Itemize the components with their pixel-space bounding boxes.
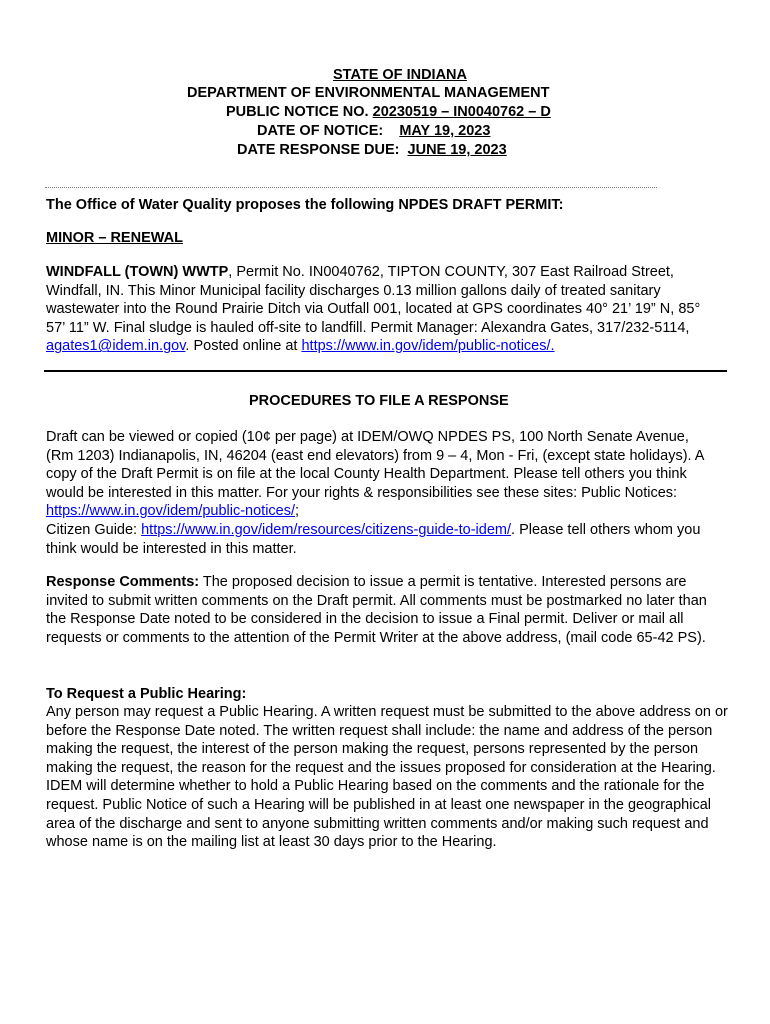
thin-divider xyxy=(45,187,657,188)
response-due-value: JUNE 19, 2023 xyxy=(407,142,507,158)
citizen-guide-link[interactable]: https://www.in.gov/idem/resources/citizens-guide-to-idem/ xyxy=(141,521,512,538)
response-comments-text: The proposed decision to issue a permit is tentative. Interested persons are invited to submit written comments on the Draft permit. All comments must be postmarked no later than the Response Date noted to be considered in the decision to issue a Final permit. Deliver or mail all requests or comments to the attention of the Permit Writer at the above address, (mail code 65-42 PS). xyxy=(46,574,707,646)
facility-name: WINDFALL (TOWN) WWTP xyxy=(46,264,229,280)
notice-number-label: PUBLIC NOTICE NO. xyxy=(226,104,373,120)
hearing-heading: To Request a Public Hearing: xyxy=(46,686,247,702)
citizen-guide-label: Citizen Guide: xyxy=(46,521,142,538)
response-comments-paragraph xyxy=(46,573,724,647)
response-comments-label: Response Comments: xyxy=(46,574,200,590)
header-date-of-notice xyxy=(257,122,490,140)
public-notices-link[interactable]: https://www.in.gov/idem/public-notices/ xyxy=(46,503,296,520)
intro-text: The Office of Water Quality proposes the following NPDES DRAFT PERMIT: xyxy=(46,197,564,213)
procedures-heading: PROCEDURES TO FILE A RESPONSE xyxy=(249,393,509,409)
header-department: DEPARTMENT OF ENVIRONMENTAL MANAGEMENT xyxy=(187,85,550,101)
header-notice-number xyxy=(226,103,551,121)
date-of-notice-value: MAY 19, 2023 xyxy=(399,123,491,139)
date-of-notice-label: DATE OF NOTICE: xyxy=(257,123,400,139)
procedures-semicolon: ; xyxy=(295,503,300,520)
header-date-response-due xyxy=(237,141,507,159)
facility-description: , Permit No. IN0040762, TIPTON COUNTY, 307 East Railroad Street, Windfall, IN. This Minor Municipal facility discharges 0.13 million gallons daily of treated sanitary wastewater into the Round Prairie Ditch via Outfall 001, located at GPS coordinates 40° 21’ 19” N, 85° 57’ 11” W. Final sludge is hauled off-site to landfill. Permit Manager: Alexandra Gates, 317/232-5114, xyxy=(46,264,701,336)
procedures-text: Draft can be viewed or copied (10¢ per page) at IDEM/OWQ NPDES PS, 100 North Senate Avenue, (Rm 1203) Indianapolis, IN, 46204 (east end elevators) from 9 – 4, Mon - Fri, (except state holidays). A copy of the Draft Permit is on file at the local County Health Department. Please tell others you think would be interested in this matter. For your rights & responsibilities see these sites: Public Notices: xyxy=(46,429,704,501)
posted-online-link[interactable]: https://www.in.gov/idem/public-notices/. xyxy=(301,338,555,355)
permit-category: MINOR – RENEWAL xyxy=(46,230,183,246)
notice-number-value: 20230519 – IN0040762 – D xyxy=(372,104,551,120)
thick-divider xyxy=(44,370,727,372)
posted-online-text: . Posted online at xyxy=(185,338,302,355)
procedures-paragraph xyxy=(46,428,706,558)
header-state: STATE OF INDIANA xyxy=(333,67,467,83)
response-due-label: DATE RESPONSE DUE: xyxy=(237,142,408,158)
hearing-paragraph: Any person may request a Public Hearing. A written request must be submitted to the above address on or before the Response Date noted. The written request shall include: the name and address of the person making the request, the interest of the person making the request, persons represented by the person making the request, the reason for the request and the issues proposed for consideration at the Hearing. IDEM will determine whether to hold a Public Hearing based on the comments and the rationale for the request. Public Notice of such a Hearing will be published in at least one newspaper in the geographical area of the discharge and sent to anyone submitting written comments and/or making such request and whose name is on the mailing list at least 30 days prior to the Hearing. xyxy=(46,704,728,851)
facility-paragraph xyxy=(46,263,718,356)
permit-manager-email-link[interactable]: agates1@idem.in.gov xyxy=(46,338,186,355)
procedures-closing-text: . Please tell others whom you think would be interested in this matter. xyxy=(46,521,701,557)
